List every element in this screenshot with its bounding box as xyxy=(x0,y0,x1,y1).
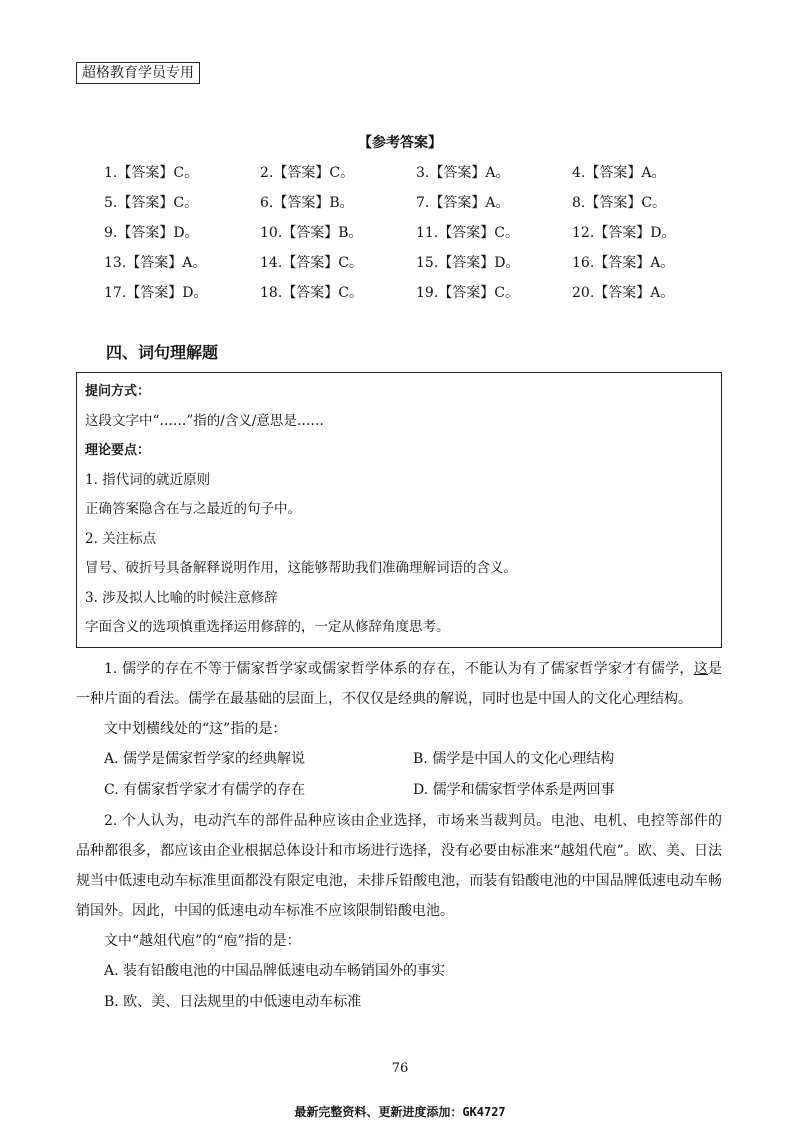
question-1-option-a: A. 儒学是儒家哲学家的经典解说 xyxy=(104,751,306,767)
answer-item: 12.【答案】D。 xyxy=(572,225,676,241)
answers-grid xyxy=(104,158,724,308)
question-2-prompt: 文中“越俎代庖”的“庖”指的是： xyxy=(104,933,301,949)
answer-item: 8.【答案】C。 xyxy=(572,195,667,211)
questions-content xyxy=(76,654,722,1018)
answer-item: 11.【答案】C。 xyxy=(416,225,519,241)
answer-item: 15.【答案】D。 xyxy=(416,255,520,271)
question-1-option-c: C. 有儒家哲学家才有儒学的存在 xyxy=(104,782,306,798)
question-1-option-b: B. 儒学是中国人的文化心理结构 xyxy=(413,751,615,767)
method-box-line: 这段文字中“……”指的/含义/意思是…… xyxy=(85,412,324,429)
question-2-option-a: A. 装有铅酸电池的中国品牌低速电动车畅销国外的事实 xyxy=(104,963,446,979)
answer-item: 14.【答案】C。 xyxy=(260,255,363,271)
question-1-text-after: 是一种片面的看法。儒学在最基础的层面上，不仅仅是经典的解说，同时也是中国人的文化心理结构。 xyxy=(76,661,722,707)
answer-item: 16.【答案】A。 xyxy=(572,255,675,271)
question-1-options-row xyxy=(76,744,722,775)
question-1-passage xyxy=(76,654,722,714)
answer-item: 18.【答案】C。 xyxy=(260,285,363,301)
page-number: 76 xyxy=(391,1061,409,1076)
method-box xyxy=(76,372,722,648)
question-2-passage: 2. 个人认为，电动汽车的部件品种应该由企业选择，市场来当裁判员。电池、电机、电控等部件的品种都很多，都应该由企业根据总体设计和市场进行选择，没有必要由标准来“越俎代庖”。欧、美、日法规当中低速电动车标准里面都没有限定电池，未排斥铅酸电池，而装有铅酸电池的中国品牌低速电动车畅销国外。因此，中国的低速电动车标准不应该限制铅酸电池。 xyxy=(76,813,722,919)
answer-item: 4.【答案】A。 xyxy=(572,165,666,181)
answer-item: 20.【答案】A。 xyxy=(572,285,675,301)
question-1-text-before: 1. 儒学的存在不等于儒家哲学家或儒家哲学体系的存在，不能认为有了儒家哲学家才有儒学， xyxy=(104,661,694,677)
answer-item: 10.【答案】B。 xyxy=(260,225,363,241)
answer-item: 7.【答案】A。 xyxy=(416,195,510,211)
method-box-line: 3. 涉及拟人比喻的时候注意修辞 xyxy=(85,589,278,606)
answer-item: 13.【答案】A。 xyxy=(104,255,207,271)
question-1-underlined: 这 xyxy=(693,661,708,677)
question-1-prompt: 文中划横线处的“这”指的是： xyxy=(104,721,287,737)
answer-item: 1.【答案】C。 xyxy=(104,165,199,181)
answer-item: 5.【答案】C。 xyxy=(104,195,199,211)
section-title: 四、词句理解题 xyxy=(106,343,219,362)
stamp-label: 超格教育学员专用 xyxy=(76,62,200,84)
method-box-heading: 提问方式： xyxy=(85,384,151,399)
method-box-line: 冒号、破折号具备解释说明作用，这能够帮助我们准确理解词语的含义。 xyxy=(85,560,517,576)
method-box-heading: 理论要点： xyxy=(85,443,151,458)
answer-item: 19.【答案】C。 xyxy=(416,285,519,301)
method-box-line: 2. 关注标点 xyxy=(85,530,157,547)
answer-item: 3.【答案】A。 xyxy=(416,165,510,181)
question-1-option-d: D. 儒学和儒家哲学体系是两回事 xyxy=(413,782,615,798)
question-2-option-b: B. 欧、美、日法规里的中低速电动车标准 xyxy=(104,994,362,1010)
answers-title: 【参考答案】 xyxy=(358,135,442,151)
answer-item: 17.【答案】D。 xyxy=(104,285,208,301)
method-box-line: 1. 指代词的就近原则 xyxy=(85,471,211,488)
answer-item: 9.【答案】D。 xyxy=(104,225,199,241)
method-box-line: 正确答案隐含在与之最近的句子中。 xyxy=(85,501,301,517)
footer-note: 最新完整资料、更新进度添加：GK4727 xyxy=(294,1105,506,1119)
answer-item: 6.【答案】B。 xyxy=(260,195,354,211)
question-1-options-row xyxy=(76,775,722,806)
method-box-line: 字面含义的选项慎重选择运用修辞的，一定从修辞角度思考。 xyxy=(85,619,450,635)
answer-item: 2.【答案】C。 xyxy=(260,165,355,181)
